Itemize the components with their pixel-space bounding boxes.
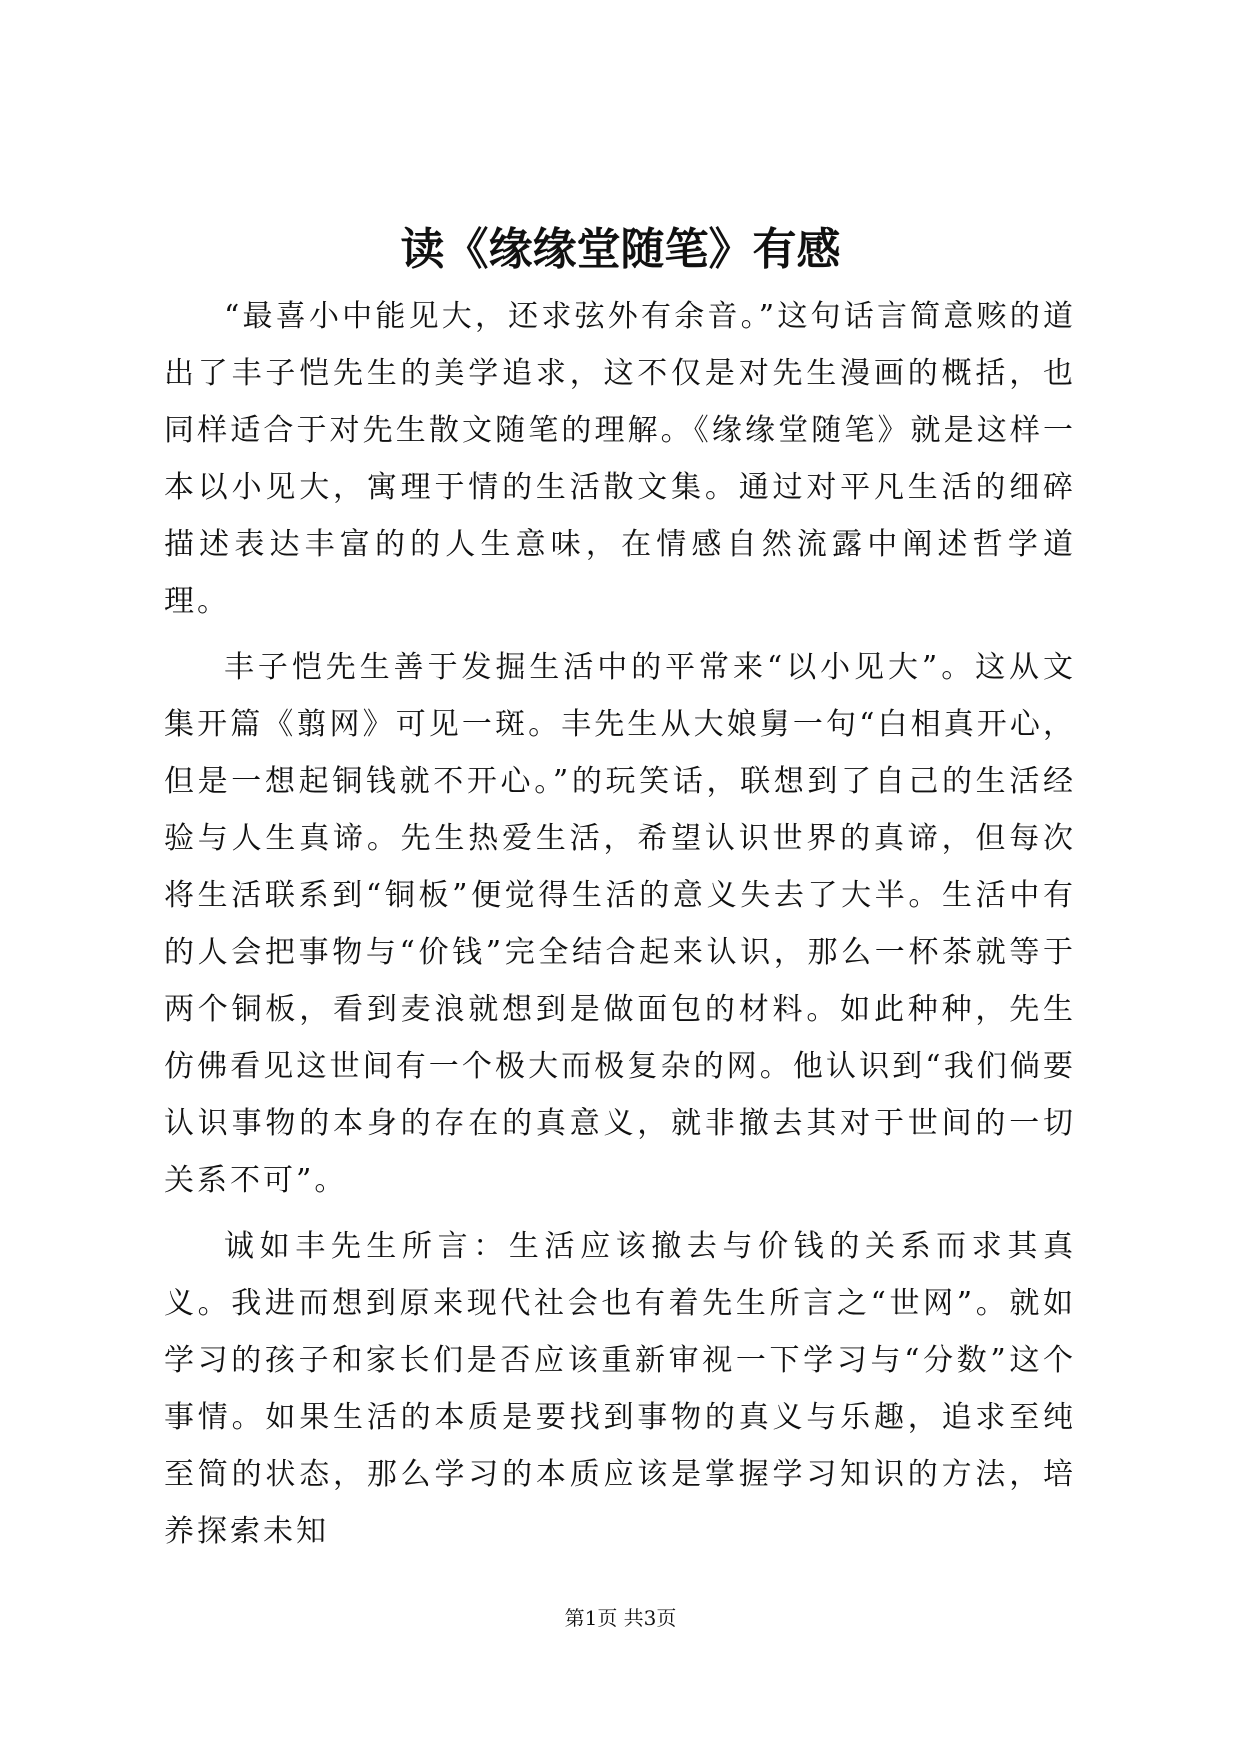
document-body [164,288,1076,1569]
paragraph-2: 丰子恺先生善于发掘生活中的平常来“以小见大”。这从文集开篇《翦网》可见一斑。丰先生从大娘舅一句“白相真开心，但是一想起铜钱就不开心。”的玩笑话，联想到了自己的生活经验与人生真谛。先生热爱生活，希望认识世界的真谛，但每次将生活联系到“铜板”便觉得生活的意义失去了大半。生活中有的人会把事物与“价钱”完全结合起来认识，那么一杯茶就等于两个铜板，看到麦浪就想到是做面包的材料。如此种种，先生仿佛看见这世间有一个极大而极复杂的网。他认识到“我们倘要认识事物的本身的存在的真意义，就非撤去其对于世间的一切关系不可”。 [164,650,1076,1198]
paragraph-1: “最喜小中能见大，还求弦外有余音。”这句话言简意赅的道出了丰子恺先生的美学追求，这不仅是对先生漫画的概括，也同样适合于对先生散文随笔的理解。《缘缘堂随笔》就是这样一本以小见大，寓理于情的生活散文集。通过对平凡生活的细碎描述表达丰富的的人生意味，在情感自然流露中阐述哲学道理。 [164,299,1076,619]
paragraph-3: 诚如丰先生所言：生活应该撤去与价钱的关系而求其真义。我进而想到原来现代社会也有着先生所言之“世网”。就如学习的孩子和家长们是否应该重新审视一下学习与“分数”这个事情。如果生活的本质是要找到事物的真义与乐趣，追求至纯至简的状态，那么学习的本质应该是掌握学习知识的方法，培养探索未知 [164,1229,1076,1549]
page-footer: 第1页 共3页 [564,1606,677,1630]
document-title: 读《缘缘堂随笔》有感 [400,224,841,275]
